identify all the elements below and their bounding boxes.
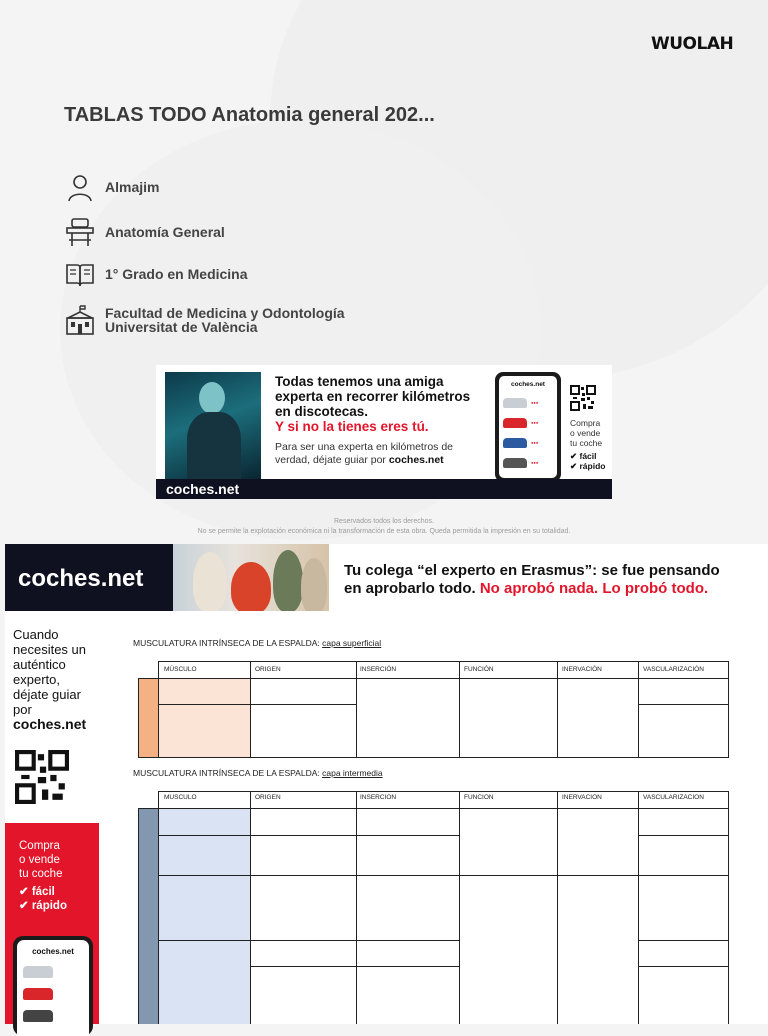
banner-copy: Tu colega “el experto en Erasmus”: se fue pensando en aprobarlo todo. No aprobó nada. Lo probó todo.	[344, 562, 720, 597]
column-header: INERVACION	[562, 794, 602, 801]
document-title: TABLAS TODO Anatomia general 202...	[64, 104, 435, 126]
section-title-superficial: MUSCULATURA INTRÍNSECA DE LA ESPALDA: capa superficial	[133, 638, 382, 648]
university-name: Universitat de València	[105, 319, 258, 335]
building-icon	[64, 304, 96, 336]
phone-image: coches.net	[13, 936, 93, 1036]
faculty-name: Facultad de Medicina y Odontología	[105, 305, 345, 321]
advertisement-banner[interactable]	[156, 365, 612, 499]
degree-name: 1° Grado en Medicina	[105, 266, 248, 282]
subject-name: Anatomía General	[105, 224, 225, 240]
column-header: VASCULARIZACIÓN	[643, 666, 704, 673]
section-title-intermedia: MUSCULATURA INTRÍNSECA DE LA ESPALDA: capa intermedia	[133, 768, 383, 778]
column-header: MUSCULO	[164, 794, 197, 801]
ad-subtext: Para ser una experta en kilómetros de verdad, déjate guiar por coches.net	[275, 441, 454, 466]
side-ad-copy: Cuando necesites un auténtico experto, déjate guiar por coches.net	[13, 627, 87, 732]
table-superficial	[138, 661, 729, 758]
faculty-block	[105, 306, 345, 334]
side-ad-cta-panel: Compra o vende tu coche ✔ fácil ✔ rápido coches.net	[5, 823, 99, 1024]
desk-icon	[64, 216, 96, 248]
column-header: INERVACIÓN	[562, 666, 602, 673]
ad-headline-red: Y si no la tienes eres tú.	[275, 419, 429, 434]
table-intermedia	[138, 791, 729, 1024]
qr-code-icon	[570, 385, 596, 411]
author-name: Almajim	[105, 179, 160, 195]
top-banner-ad[interactable]	[5, 544, 768, 611]
faculty-row[interactable]	[64, 304, 345, 336]
degree-row[interactable]	[64, 258, 248, 290]
column-header: MÚSCULO	[164, 666, 197, 673]
column-header: ORIGEN	[255, 666, 281, 673]
wuolah-logo[interactable]: WUOLAH	[651, 34, 734, 54]
column-header: INSERCION	[360, 794, 397, 801]
column-header: VASCULARIZACION	[643, 794, 704, 801]
phone-image: coches.net ●●● ●●● ●●● ●●●	[495, 372, 561, 482]
column-header: FUNCIÓN	[464, 666, 494, 673]
ad-headline: Todas tenemos una amiga experta en recorrer kilómetros en discotecas.	[275, 374, 471, 419]
ad-cta: Compra o vende tu coche ✔ fácil ✔ rápido	[570, 418, 606, 471]
ad-footer: coches.net	[156, 479, 612, 499]
ad-photo	[165, 372, 261, 480]
subject-row[interactable]	[64, 216, 225, 248]
rights-notice: Reservados todos los derechos. No se permite la explotación económica ni la transformación de esta obra. Queda permitida la impresión en su totalidad.	[197, 518, 571, 535]
user-icon	[64, 171, 96, 203]
column-header: FUNCION	[464, 794, 494, 801]
banner-photo	[173, 544, 329, 611]
column-header: INSERCIÓN	[360, 666, 397, 673]
column-header: ORIGEN	[255, 794, 281, 801]
book-icon	[64, 258, 96, 290]
coches-logo: coches.net	[5, 544, 173, 611]
side-ad[interactable]	[5, 611, 99, 1024]
qr-code-icon	[15, 750, 69, 804]
document-page	[5, 544, 768, 1024]
author-row[interactable]	[64, 171, 159, 203]
ad-copy	[275, 374, 485, 466]
